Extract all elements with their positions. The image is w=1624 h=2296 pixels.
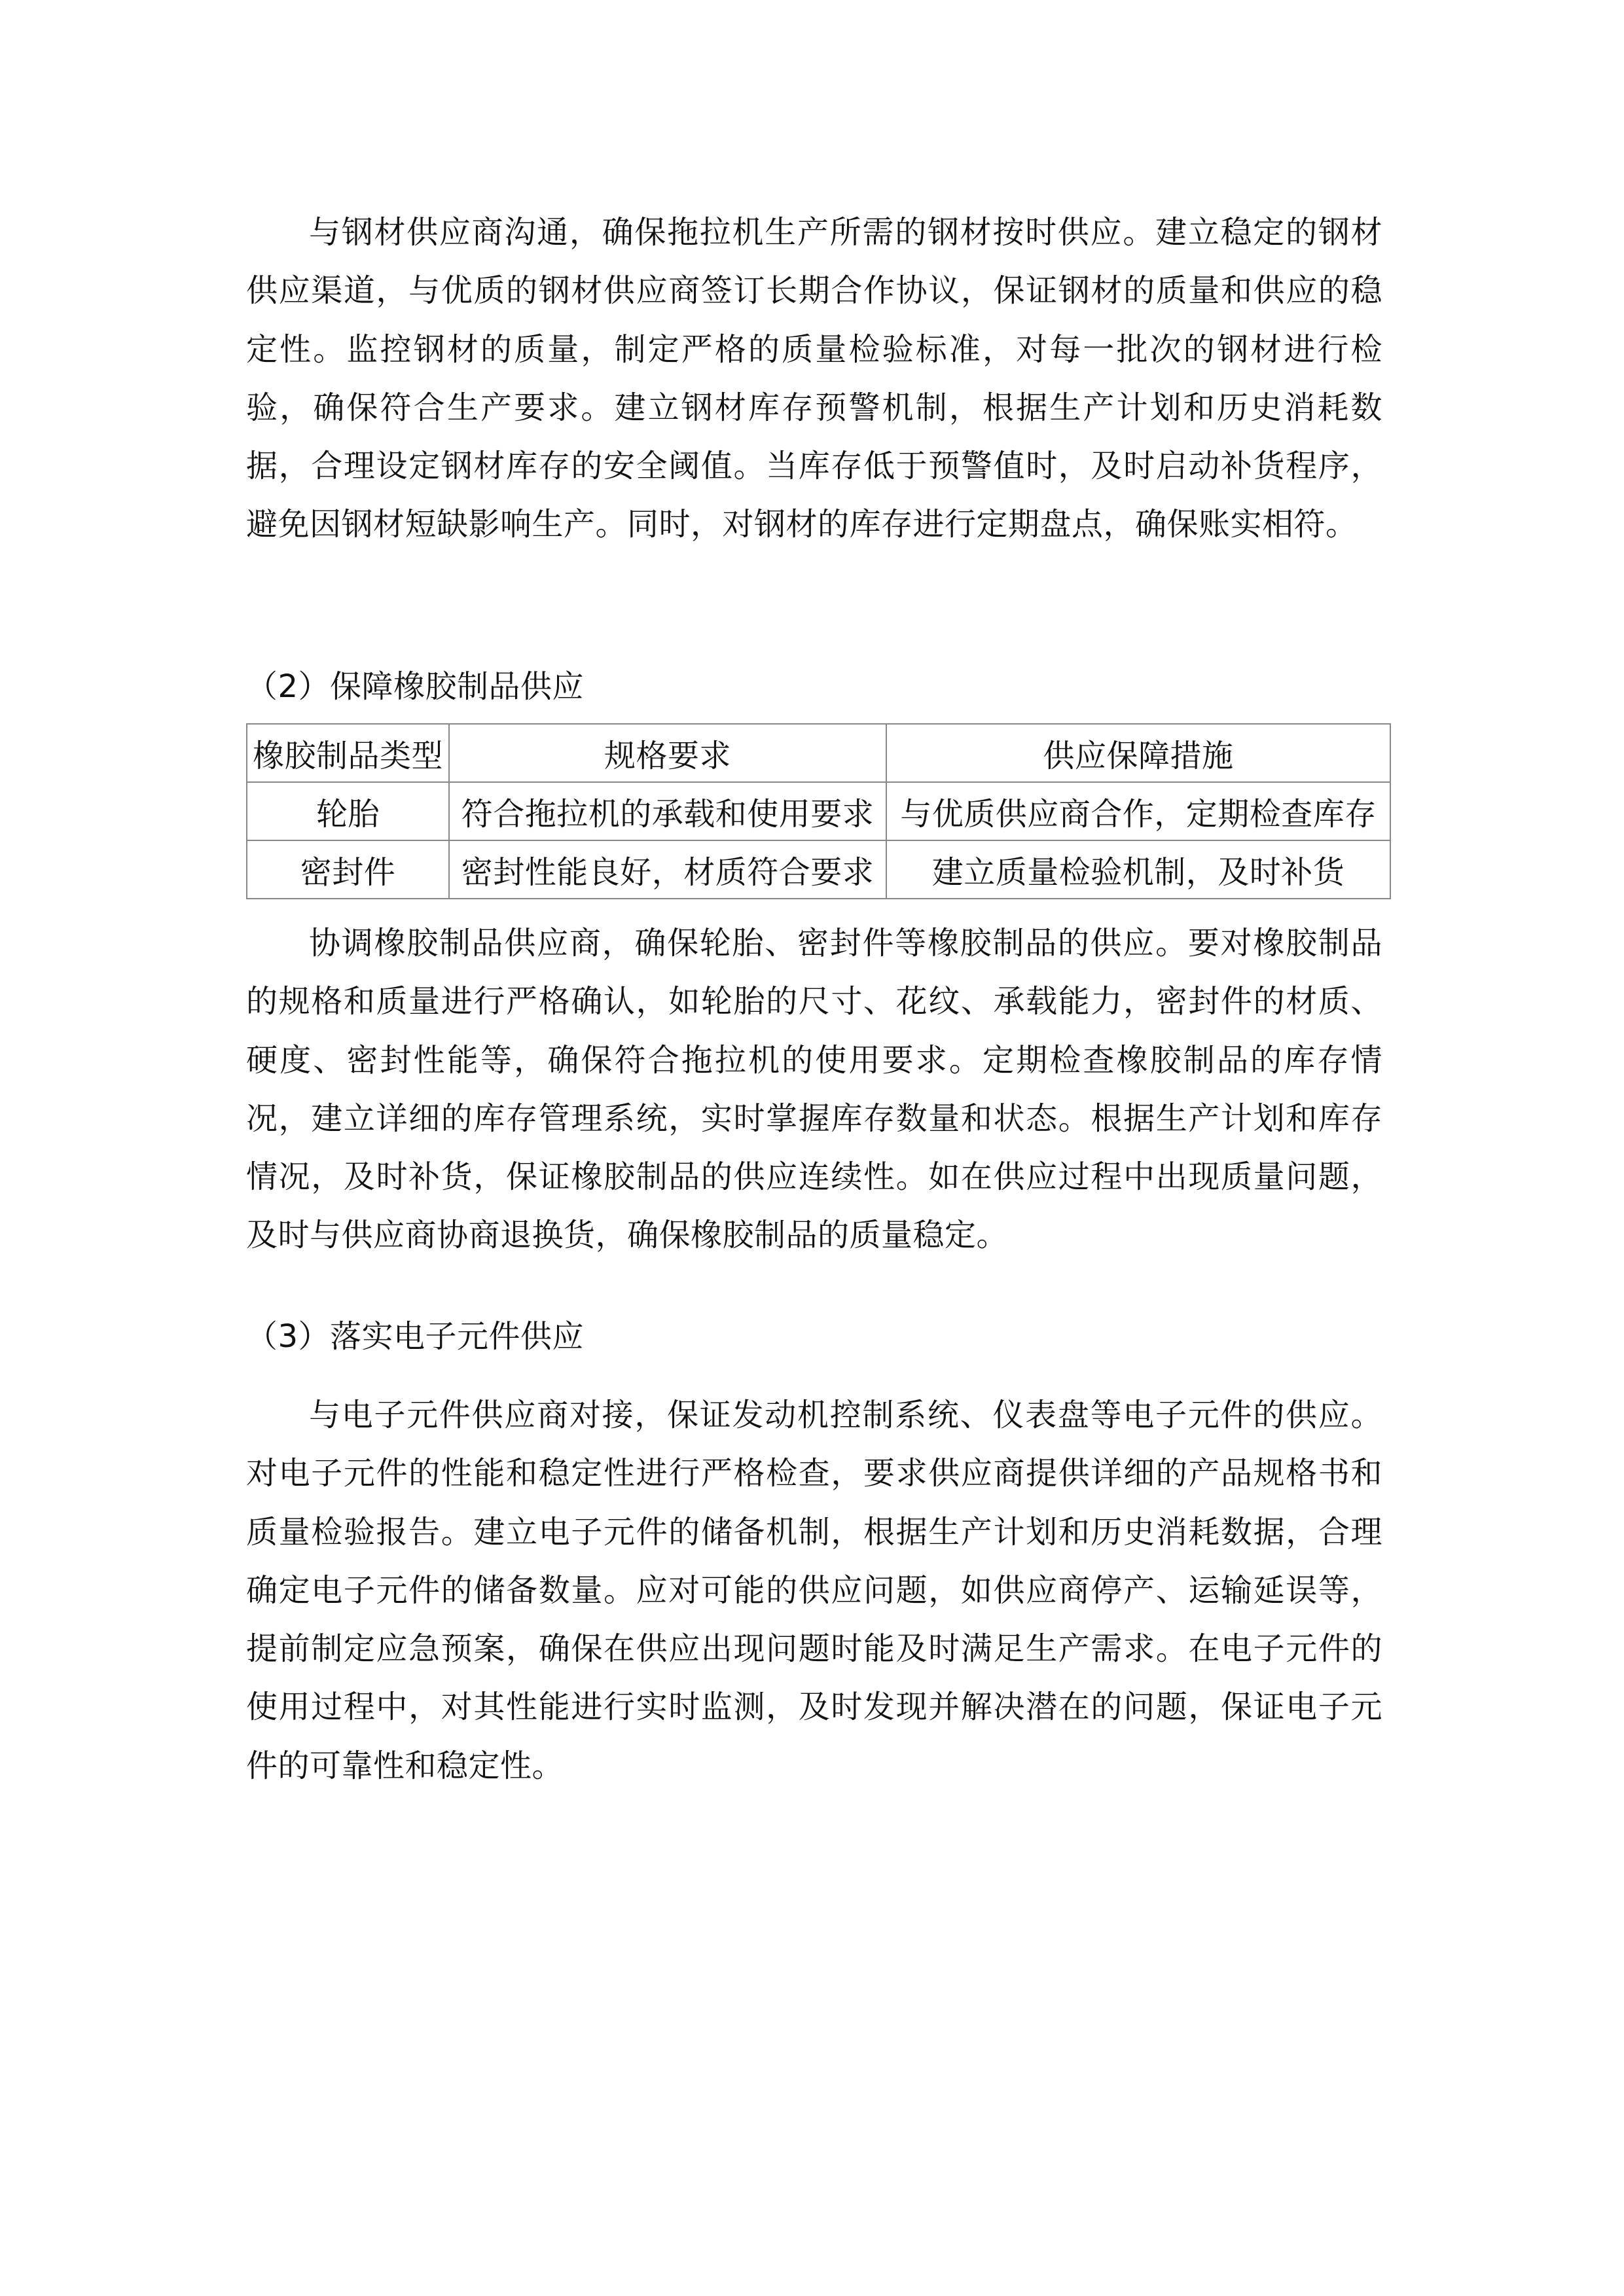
table-header-cell: 供应保障措施 xyxy=(886,724,1390,782)
rubber-supply-paragraph: 协调橡胶制品供应商，确保轮胎、密封件等橡胶制品的供应。要对橡胶制品的规格和质量进行严格确认，如轮胎的尺寸、花纹、承载能力，密封件的材质、硬度、密封性能等，确保符合拖拉机的使用要求。定期检查橡胶制品的库存情况，建立详细的库存管理系统，实时掌握库存数量和状态。根据生产计划和库存情况，及时补货，保证橡胶制品的供应连续性。如在供应过程中出现质量问题，及时与供应商协商退换货，确保橡胶制品的质量稳定。 xyxy=(246,925,1382,1254)
electronics-section-heading: （3）落实电子元件供应 xyxy=(246,1318,585,1355)
table-header-cell: 规格要求 xyxy=(449,724,886,782)
table-cell: 轮胎 xyxy=(247,782,449,840)
table-header-row xyxy=(247,724,1390,782)
table-cell: 符合拖拉机的承载和使用要求 xyxy=(449,782,886,840)
rubber-products-table xyxy=(246,723,1391,899)
table-cell: 与优质供应商合作，定期检查库存 xyxy=(886,782,1390,840)
table-header-cell: 橡胶制品类型 xyxy=(247,724,449,782)
table-cell: 密封件 xyxy=(247,840,449,899)
table-row xyxy=(247,840,1390,899)
table-cell: 密封性能良好，材质符合要求 xyxy=(449,840,886,899)
table-row xyxy=(247,782,1390,840)
rubber-section-heading: （2）保障橡胶制品供应 xyxy=(246,668,585,705)
table-cell: 建立质量检验机制，及时补货 xyxy=(886,840,1390,899)
steel-supply-paragraph: 与钢材供应商沟通，确保拖拉机生产所需的钢材按时供应。建立稳定的钢材供应渠道，与优质的钢材供应商签订长期合作协议，保证钢材的质量和供应的稳定性。监控钢材的质量，制定严格的质量检验标准，对每一批次的钢材进行检验，确保符合生产要求。建立钢材库存预警机制，根据生产计划和历史消耗数据，合理设定钢材库存的安全阈值。当库存低于预警值时，及时启动补货程序，避免因钢材短缺影响生产。同时，对钢材的库存进行定期盘点，确保账实相符。 xyxy=(246,214,1382,543)
electronics-supply-paragraph: 与电子元件供应商对接，保证发动机控制系统、仪表盘等电子元件的供应。对电子元件的性能和稳定性进行严格检查，要求供应商提供详细的产品规格书和质量检验报告。建立电子元件的储备机制，根据生产计划和历史消耗数据，合理确定电子元件的储备数量。应对可能的供应问题，如供应商停产、运输延误等，提前制定应急预案，确保在供应出现问题时能及时满足生产需求。在电子元件的使用过程中，对其性能进行实时监测，及时发现并解决潜在的问题，保证电子元件的可靠性和稳定性。 xyxy=(246,1397,1382,1784)
